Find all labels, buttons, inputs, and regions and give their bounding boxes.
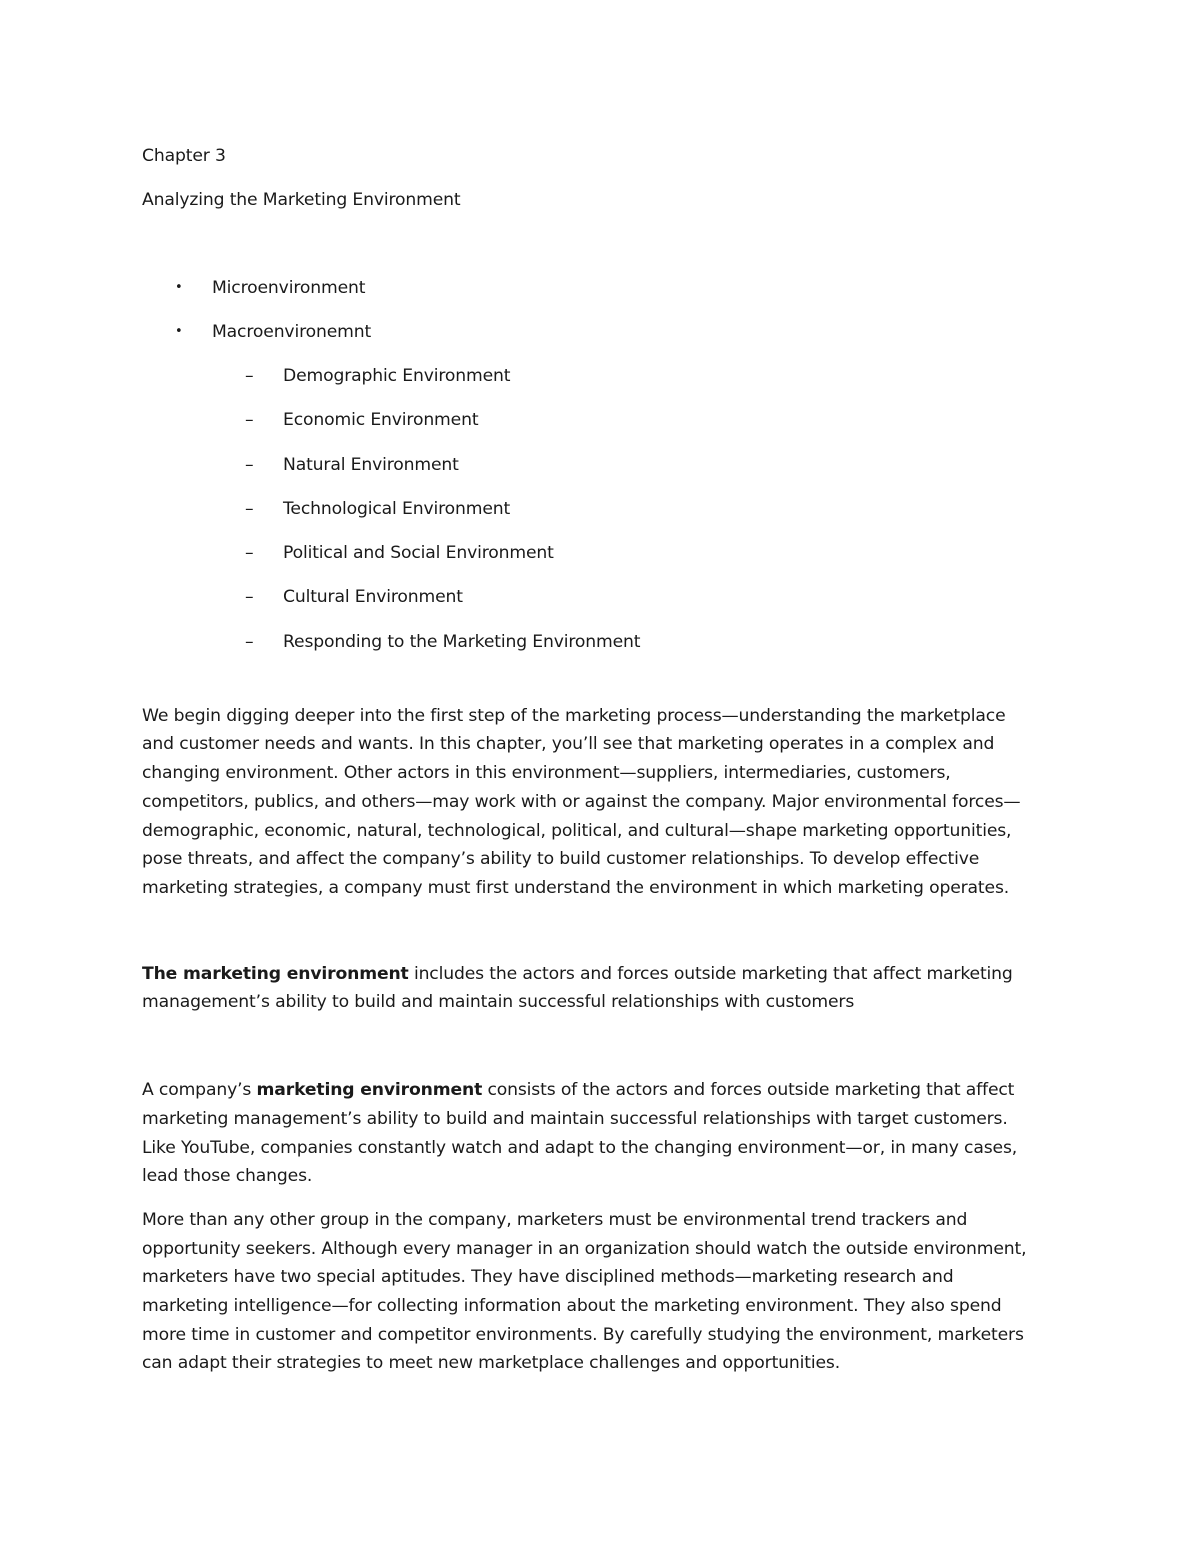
paragraph-line: opportunity seekers. Although every manager in an organization should watch the outside environment, [142, 1238, 1027, 1259]
paragraph-line: marketing intelligence—for collecting information about the marketing environment. They also spend [142, 1296, 1002, 1317]
definition-paragraph [142, 960, 1062, 1017]
sub-item-list [142, 363, 1062, 655]
intro-paragraph [142, 702, 1062, 903]
paragraph-line: marketing management’s ability to build and maintain successful relationships with target customers. [142, 1108, 1008, 1129]
dash-icon: – [245, 543, 254, 564]
list-item [142, 452, 1062, 478]
sub-item-text: Technological Environment [283, 498, 511, 519]
dash-icon: – [245, 498, 254, 519]
defined-term: The marketing environment [142, 963, 409, 984]
dash-icon: – [245, 366, 254, 386]
paragraph-line: lead those changes. [142, 1166, 313, 1187]
sub-item-text: Cultural Environment [283, 587, 463, 608]
sub-item-text: Responding to the Marketing Environment [283, 631, 641, 652]
paragraph-line: management’s ability to build and maintain successful relationships with customers [142, 992, 855, 1013]
bullet-list [142, 275, 1062, 345]
paragraph-line [142, 960, 1062, 989]
paragraph-line: can adapt their strategies to meet new marketplace challenges and opportunities. [142, 1353, 841, 1374]
bullet-icon: • [175, 280, 183, 295]
list-item [142, 407, 1062, 433]
marketers-paragraph [142, 1206, 1062, 1378]
bullet-text: Microenvironment [212, 278, 366, 298]
sub-item-text: Political and Social Environment [283, 543, 554, 564]
list-item [142, 584, 1062, 610]
dash-icon: – [245, 587, 254, 608]
dash-icon: – [245, 454, 254, 475]
bullet-text: Macroenvironemnt [212, 322, 372, 342]
paragraph-line: pose threats, and affect the company’s ability to build customer relationships. To develop effective [142, 849, 980, 870]
dash-icon: – [245, 631, 254, 652]
paragraph-line: marketers have two special aptitudes. They have disciplined methods—marketing research and [142, 1267, 954, 1288]
paragraph-line: We begin digging deeper into the first step of the marketing process—understanding the marketplace [142, 705, 1006, 726]
dash-icon: – [245, 410, 254, 431]
document-body [142, 143, 1062, 1378]
list-item [142, 629, 1062, 655]
definition-text: includes the actors and forces outside marketing that affect marketing [408, 963, 1013, 984]
paragraph-line: changing environment. Other actors in this environment—suppliers, intermediaries, customers, [142, 763, 951, 784]
definition-text: consists of the actors and forces outside marketing that affect [482, 1080, 1015, 1101]
paragraph-line: More than any other group in the company, marketers must be environmental trend trackers and [142, 1209, 968, 1230]
paragraph-line: Like YouTube, companies constantly watch and adapt to the changing environment—or, in many cases, [142, 1137, 1018, 1158]
sub-item-text: Economic Environment [283, 410, 479, 431]
paragraph-lead: A company’s [142, 1080, 257, 1101]
chapter-label: Chapter 3 [142, 146, 226, 166]
paragraph-line: demographic, economic, natural, technological, political, and cultural—shape marketing opportunities, [142, 820, 1012, 841]
paragraph-line [142, 1076, 1062, 1105]
paragraph-line: and customer needs and wants. In this chapter, you’ll see that marketing operates in a complex and [142, 734, 995, 755]
paragraph-line: marketing strategies, a company must first understand the environment in which marketing operates. [142, 878, 1010, 898]
list-item [142, 540, 1062, 566]
paragraph-line: competitors, publics, and others—may work with or against the company. Major environmental forces— [142, 791, 1021, 812]
list-item [142, 363, 1062, 389]
list-item [142, 496, 1062, 522]
defined-term: marketing environment [256, 1080, 483, 1101]
paragraph-line: more time in customer and competitor environments. By carefully studying the environment, marketers [142, 1324, 1024, 1345]
list-item [142, 319, 1062, 345]
sub-item-text: Demographic Environment [283, 366, 511, 386]
list-item [142, 275, 1062, 301]
chapter-title: Analyzing the Marketing Environment [142, 190, 461, 210]
bullet-icon: • [175, 324, 183, 339]
sub-item-text: Natural Environment [283, 454, 459, 475]
company-environment-paragraph [142, 1076, 1062, 1191]
